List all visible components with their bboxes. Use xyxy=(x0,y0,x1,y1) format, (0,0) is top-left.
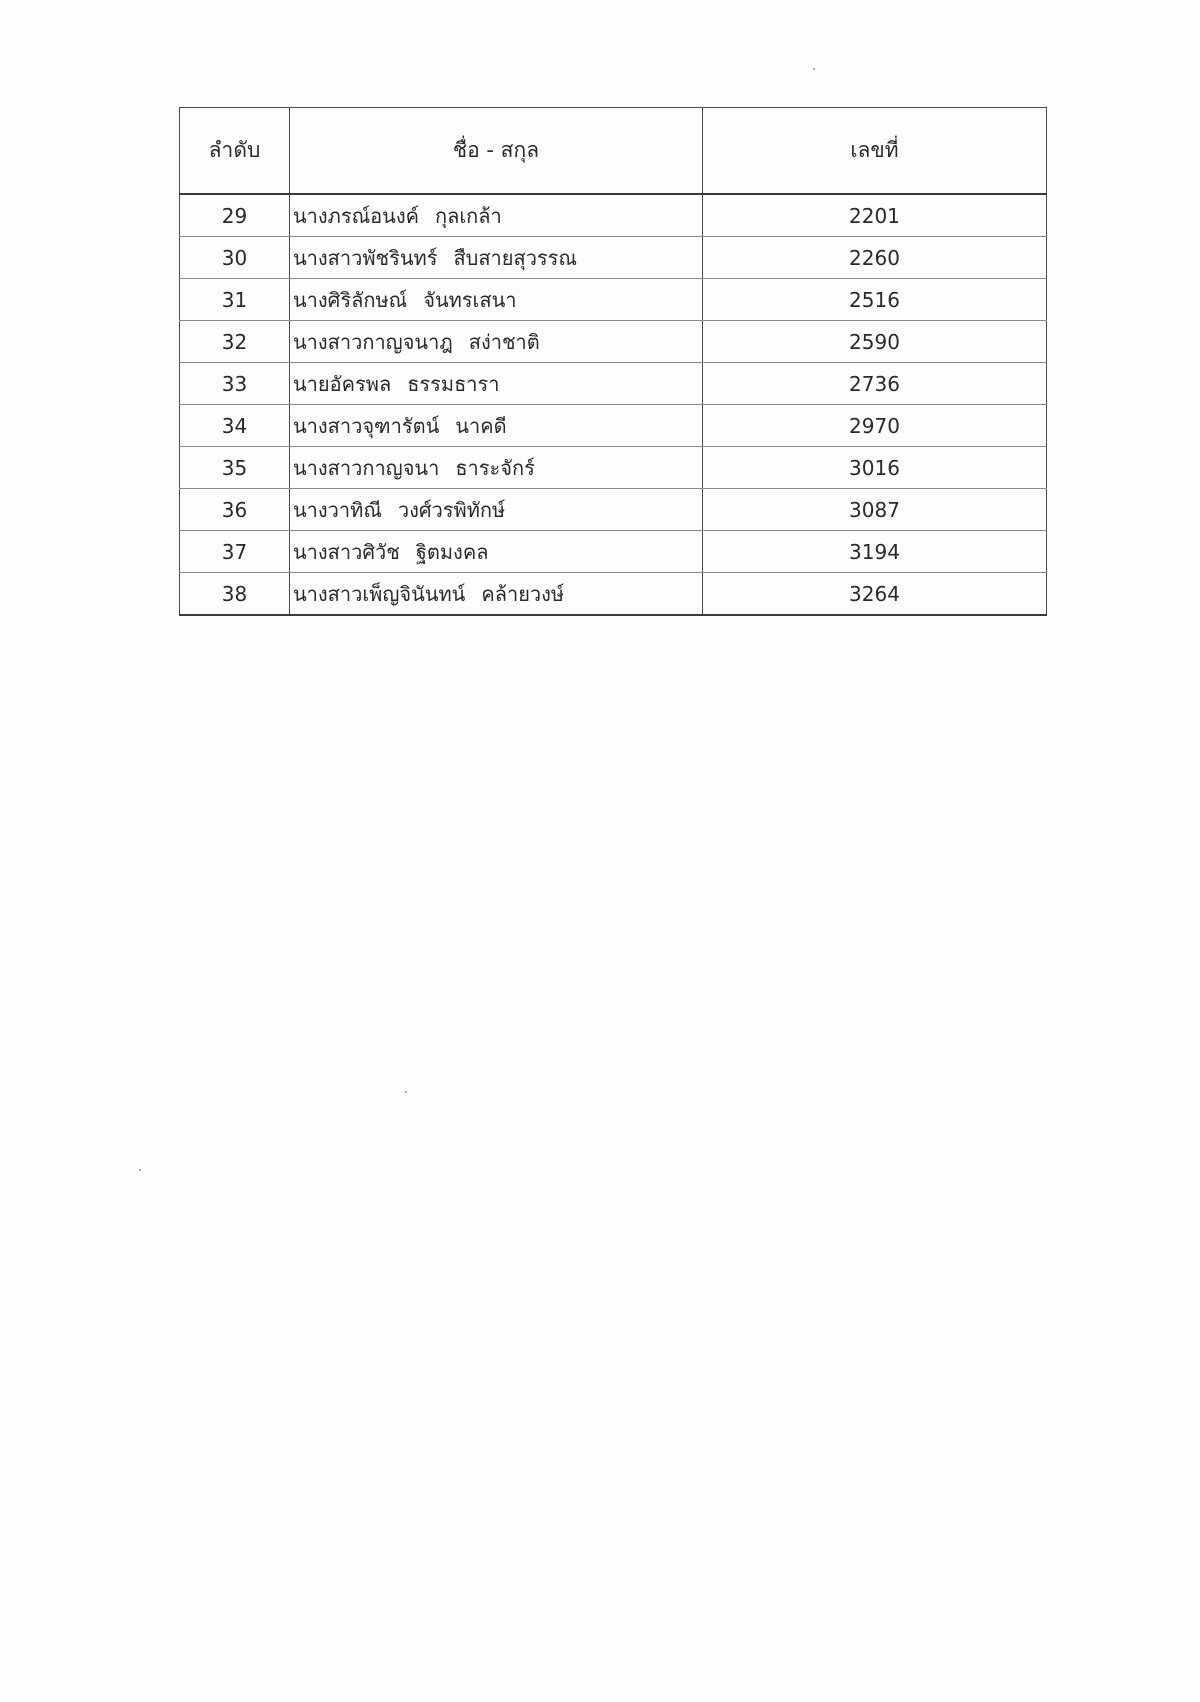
header-number: เลขที่ xyxy=(703,108,1047,195)
table-header xyxy=(180,108,1047,195)
row-fullname xyxy=(290,321,703,363)
table-row xyxy=(180,489,1047,531)
header-row xyxy=(180,108,1047,195)
row-order: 32 xyxy=(180,321,290,363)
scan-speck xyxy=(813,68,815,70)
row-fullname xyxy=(290,194,703,237)
row-number: 2970 xyxy=(703,405,1047,447)
header-order: ลำดับ xyxy=(180,108,290,195)
row-order: 29 xyxy=(180,194,290,237)
row-fullname xyxy=(290,489,703,531)
row-number: 2590 xyxy=(703,321,1047,363)
first-name: นางวาทิณี xyxy=(293,497,382,522)
last-name: นาคดี xyxy=(455,413,507,438)
row-order: 33 xyxy=(180,363,290,405)
last-name: ฐิตมงคล xyxy=(415,539,489,564)
row-number: 2201 xyxy=(703,194,1047,237)
first-name: นางสาวศิวัช xyxy=(293,539,400,564)
row-order: 30 xyxy=(180,237,290,279)
first-name: นางศิริลักษณ์ xyxy=(293,287,408,312)
table-row xyxy=(180,573,1047,616)
table-row xyxy=(180,194,1047,237)
row-fullname xyxy=(290,573,703,616)
row-order: 37 xyxy=(180,531,290,573)
row-order: 35 xyxy=(180,447,290,489)
row-fullname xyxy=(290,363,703,405)
row-fullname xyxy=(290,405,703,447)
first-name: นางสาวกาญจนา xyxy=(293,455,440,480)
scan-speck xyxy=(405,1091,407,1093)
last-name: กุลเกล้า xyxy=(434,203,502,228)
row-number: 3016 xyxy=(703,447,1047,489)
roster-table xyxy=(179,107,1047,616)
table-body xyxy=(180,194,1047,615)
table-row xyxy=(180,237,1047,279)
row-fullname xyxy=(290,279,703,321)
table-row xyxy=(180,531,1047,573)
row-order: 31 xyxy=(180,279,290,321)
row-order: 38 xyxy=(180,573,290,616)
first-name: นางสาวจุฑารัตน์ xyxy=(293,413,440,438)
last-name: สง่าชาติ xyxy=(468,329,540,354)
first-name: นางสาวพัชรินทร์ xyxy=(293,245,438,270)
first-name: นายอัครพล xyxy=(293,371,392,396)
last-name: วงศ์วรพิทักษ์ xyxy=(397,497,506,522)
last-name: คล้ายวงษ์ xyxy=(481,581,565,606)
last-name: ธาระจักร์ xyxy=(455,455,535,480)
last-name: จันทรเสนา xyxy=(423,287,517,312)
table-row xyxy=(180,321,1047,363)
table-row xyxy=(180,405,1047,447)
row-number: 3264 xyxy=(703,573,1047,616)
last-name: สืบสายสุวรรณ xyxy=(453,245,577,270)
first-name: นางสาวเพ็ญจินันทน์ xyxy=(293,581,466,606)
row-fullname xyxy=(290,447,703,489)
scan-speck xyxy=(139,1169,141,1171)
row-order: 36 xyxy=(180,489,290,531)
row-number: 3194 xyxy=(703,531,1047,573)
row-number: 2736 xyxy=(703,363,1047,405)
table-row xyxy=(180,363,1047,405)
header-fullname: ชื่อ - สกุล xyxy=(290,108,703,195)
row-fullname xyxy=(290,531,703,573)
row-number: 3087 xyxy=(703,489,1047,531)
first-name: นางสาวกาญจนาฎ xyxy=(293,329,453,354)
row-number: 2516 xyxy=(703,279,1047,321)
row-order: 34 xyxy=(180,405,290,447)
row-number: 2260 xyxy=(703,237,1047,279)
table-row xyxy=(180,447,1047,489)
row-fullname xyxy=(290,237,703,279)
first-name: นางภรณ์อนงค์ xyxy=(293,203,419,228)
table-row xyxy=(180,279,1047,321)
last-name: ธรรมธารา xyxy=(407,371,500,396)
